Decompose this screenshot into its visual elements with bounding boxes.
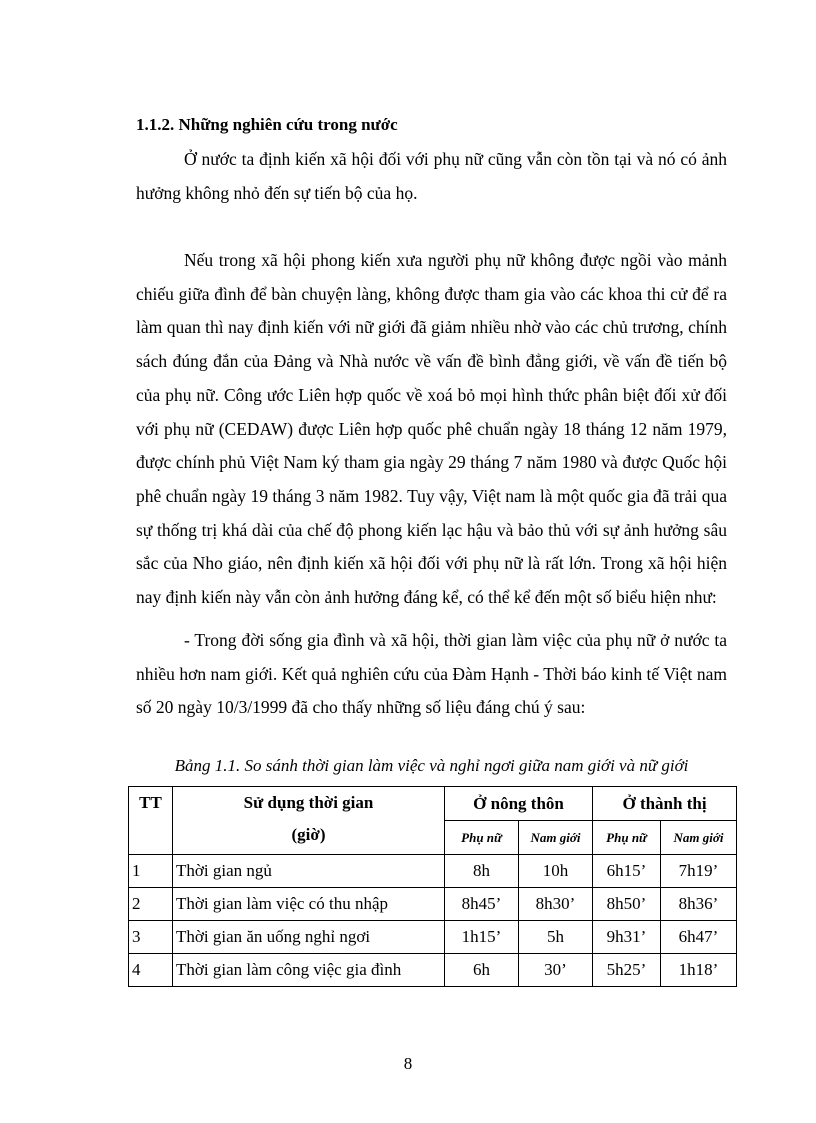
header-rural: Ở nông thôn	[445, 787, 593, 821]
cell-rural-male: 10h	[519, 855, 593, 888]
row-label: Thời gian ngủ	[173, 855, 445, 888]
cell-rural-female: 8h	[445, 855, 519, 888]
cell-rural-male: 5h	[519, 921, 593, 954]
row-number: 3	[129, 921, 173, 954]
cell-rural-male: 8h30’	[519, 888, 593, 921]
cell-urban-female: 6h15’	[593, 855, 661, 888]
page-number: 8	[403, 1054, 413, 1073]
header-time-usage	[173, 787, 445, 855]
paragraph-history: Nếu trong xã hội phong kiến xưa người phụ nữ không được ngồi vào mảnh chiếu giữa đình để bàn chuyện làng, không được tham gia vào các khoa thi cử để ra làm quan thì nay định kiến với nữ giới đã giảm nhiều nhờ vào các chủ trương, chính sách đúng đắn của Đảng và Nhà nước về vấn đề bình đẳng giới, về vấn đề tiến bộ của phụ nữ. Công ước Liên hợp quốc về xoá bỏ mọi hình thức phân biệt đối xử đối với phụ nữ (CEDAW) được Liên hợp quốc phê chuẩn ngày 18 tháng 12 năm 1979, được chính phủ Việt Nam ký tham gia ngày 29 tháng 7 năm 1980 và được Quốc hội phê chuẩn ngày 19 tháng 3 năm 1982. Tuy vậy, Việt nam là một quốc gia đã trải qua sự thống trị khá dài của chế độ phong kiến lạc hậu và bảo thủ với sự ảnh hưởng sâu sắc của Nho giáo, nên định kiến xã hội đối với phụ nữ là rất lớn. Trong xã hội hiện nay định kiến này vẫn còn ảnh hưởng đáng kể, có thể kể đến một số biểu hiện như:	[136, 250, 727, 608]
cell-urban-male: 1h18’	[661, 954, 737, 987]
subheader-urban-female: Phụ nữ	[593, 821, 661, 855]
row-number: 1	[129, 855, 173, 888]
table-row	[129, 921, 737, 954]
table-row	[129, 954, 737, 987]
subheader-urban-male: Nam giới	[661, 821, 737, 855]
row-label: Thời gian làm công việc gia đình	[173, 954, 445, 987]
cell-rural-female: 8h45’	[445, 888, 519, 921]
cell-urban-male: 7h19’	[661, 855, 737, 888]
paragraph-worktime: - Trong đời sống gia đình và xã hội, thời gian làm việc của phụ nữ ở nước ta nhiều hơn nam giới. Kết quả nghiên cứu của Đàm Hạnh - Thời báo kinh tế Việt nam số 20 ngày 10/3/1999 đã cho thấy những số liệu đáng chú ý sau:	[136, 630, 727, 718]
cell-urban-male: 8h36’	[661, 888, 737, 921]
table-row	[129, 855, 737, 888]
table-row	[129, 888, 737, 921]
cell-rural-female: 1h15’	[445, 921, 519, 954]
header-time-usage-line2: (giờ)	[291, 825, 326, 844]
cell-urban-male: 6h47’	[661, 921, 737, 954]
row-number: 2	[129, 888, 173, 921]
header-urban: Ở thành thị	[593, 787, 737, 821]
cell-rural-male: 30’	[519, 954, 593, 987]
table-header-row	[129, 787, 737, 821]
header-tt: TT	[129, 787, 173, 855]
row-label: Thời gian làm việc có thu nhập	[173, 888, 445, 921]
cell-urban-female: 5h25’	[593, 954, 661, 987]
cell-urban-female: 8h50’	[593, 888, 661, 921]
paragraph-intro: Ở nước ta định kiến xã hội đối với phụ nữ cũng vẫn còn tồn tại và nó có ảnh hưởng không nhỏ đến sự tiến bộ của họ.	[136, 149, 727, 203]
subheader-rural-male: Nam giới	[519, 821, 593, 855]
cell-rural-female: 6h	[445, 954, 519, 987]
cell-urban-female: 9h31’	[593, 921, 661, 954]
section-heading: 1.1.2. Những nghiên cứu trong nước	[136, 115, 398, 134]
subheader-rural-female: Phụ nữ	[445, 821, 519, 855]
time-comparison-table	[128, 786, 737, 987]
row-label: Thời gian ăn uống nghỉ ngơi	[173, 921, 445, 954]
row-number: 4	[129, 954, 173, 987]
header-time-usage-line1: Sử dụng thời gian	[243, 793, 374, 812]
table-caption: Bảng 1.1. So sánh thời gian làm việc và nghỉ ngơi giữa nam giới và nữ giới	[174, 756, 689, 775]
